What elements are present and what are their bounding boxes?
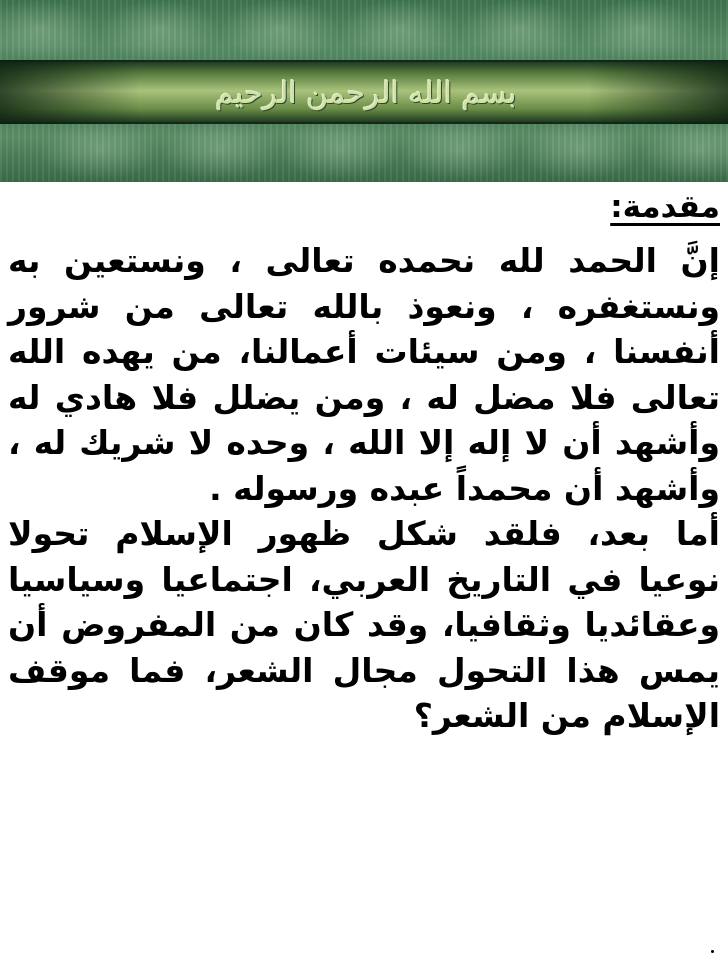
document-body	[8, 182, 720, 739]
page-dot	[711, 950, 714, 953]
band-shadow-right	[588, 60, 728, 124]
basmala-calligraphy: بسم الله الرحمن الرحيم	[215, 76, 517, 111]
section-heading: مقدمة:	[610, 189, 720, 225]
band-shadow-left	[0, 60, 140, 124]
header-banner	[0, 0, 728, 182]
paragraph-main: أما بعد، فلقد شكل ظهور الإسلام تحولا نوعيا في التاريخ العربي، اجتماعيا وسياسيا وعقائديا وثقافيا، وقد كان من المفروض أن يمس هذا التحول مجال الشعر، فما موقف الإسلام من الشعر؟	[8, 514, 720, 735]
paragraph-intro: إنَّ الحمد لله نحمده تعالى ، ونستعين به ونستغفره ، ونعوذ بالله تعالى من شرور أنفسنا ، ومن سيئات أعمالنا، من يهده الله تعالى فلا مضل له ، ومن يضلل فلا هادي له وأشهد أن لا إله إلا الله ، وحده لا شريك له ، وأشهد أن محمداً عبده ورسوله .	[8, 241, 720, 508]
